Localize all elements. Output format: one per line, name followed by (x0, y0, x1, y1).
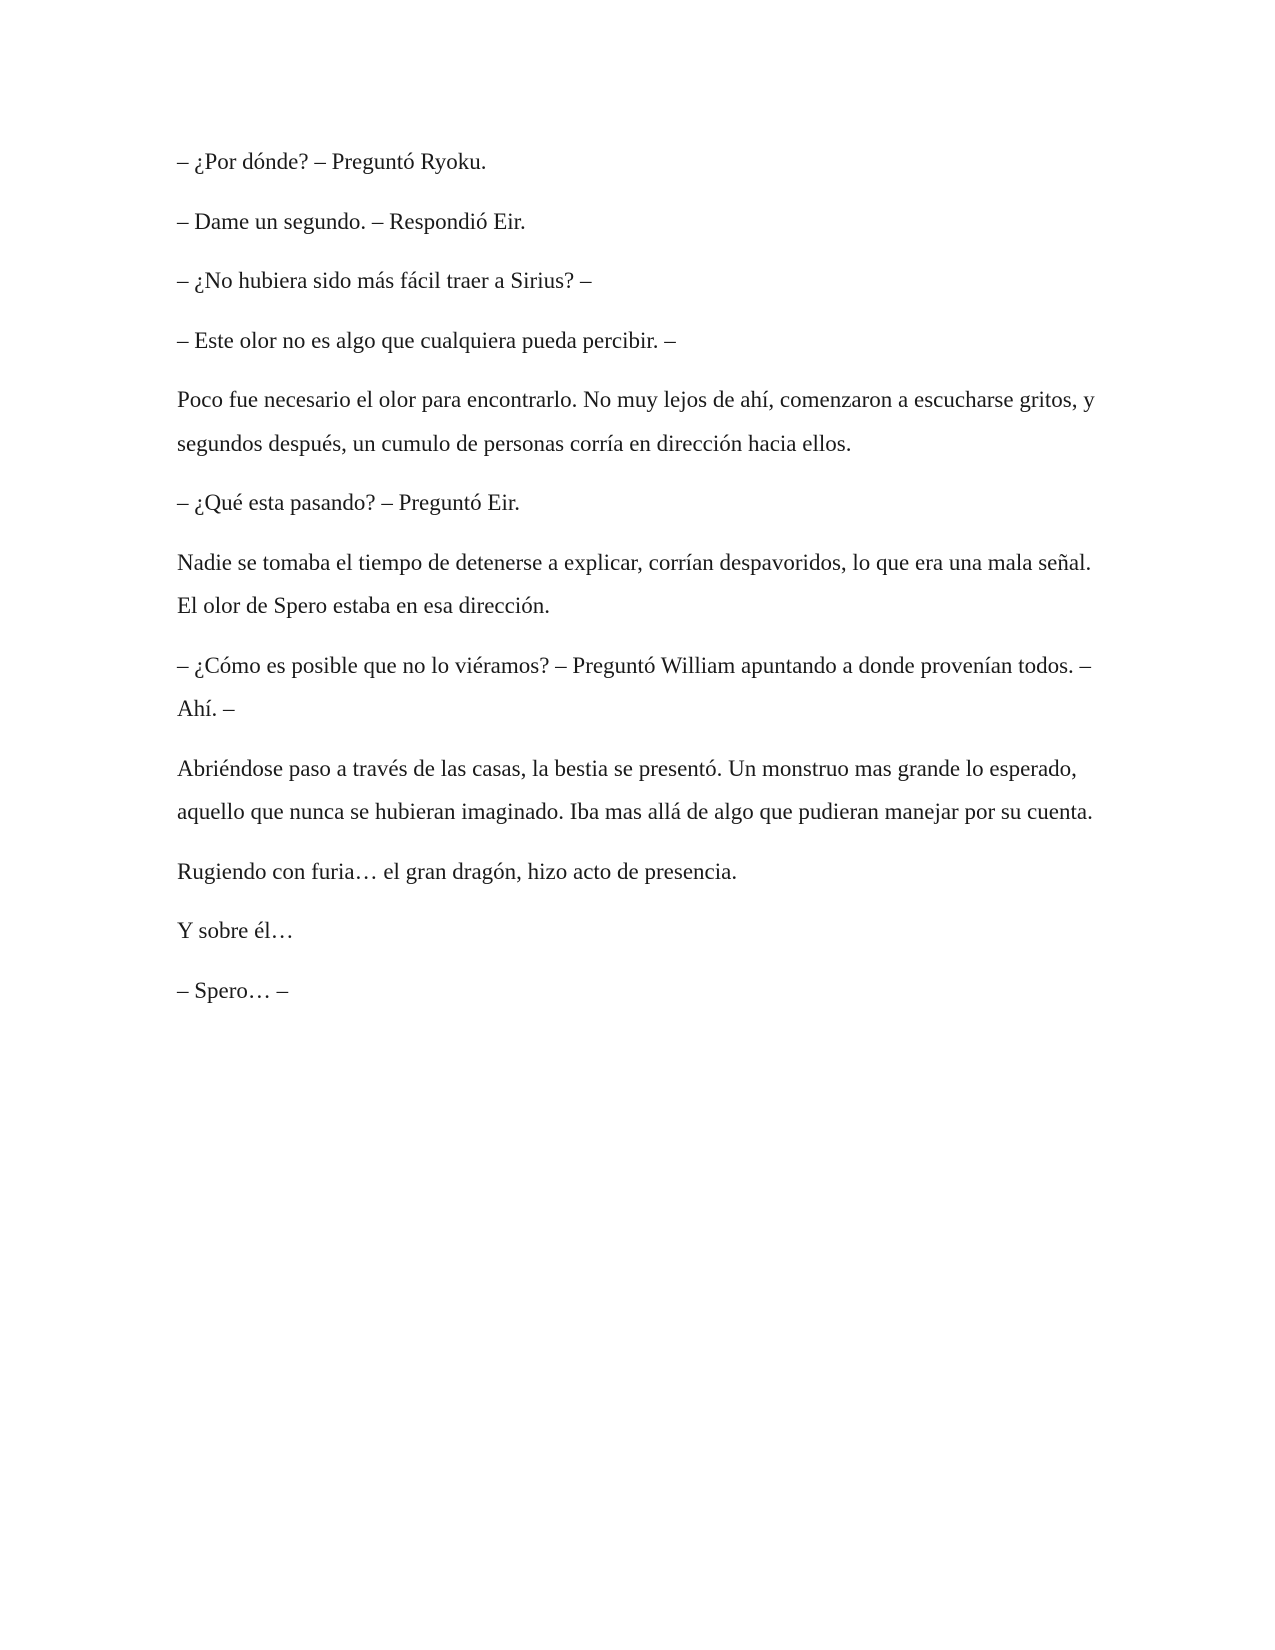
paragraph-dialogue-eir-question: – ¿Qué esta pasando? – Preguntó Eir. (177, 490, 520, 515)
paragraph-narration-above: Y sobre él… (177, 918, 294, 943)
paragraph-dialogue-spero: – Spero… – (177, 977, 289, 1003)
paragraph-dialogue-smell: – Este olor no es algo que cualquiera pueda percibir. – (177, 327, 676, 353)
paragraph-narration-screams: Poco fue necesario el olor para encontrarlo. No muy lejos de ahí, comenzaron a escucharse gritos, y segundos después, un cumulo de personas corría en dirección hacia ellos. (177, 387, 1095, 456)
paragraph-dialogue-sirius: – ¿No hubiera sido más fácil traer a Sirius? – (177, 268, 592, 293)
paragraph-dialogue-william: – ¿Cómo es posible que no lo viéramos? – Preguntó William apuntando a donde provenían todos. – Ahí. – (177, 652, 1092, 721)
paragraph-narration-fleeing: Nadie se tomaba el tiempo de detenerse a explicar, corrían despavoridos, lo que era una mala señal. El olor de Spero estaba en esa dirección. (177, 549, 1092, 618)
paragraph-dialogue-ryoku: – ¿Por dónde? – Preguntó Ryoku. (177, 149, 487, 174)
paragraph-narration-beast: Abriéndose paso a través de las casas, la bestia se presentó. Un monstruo mas grande lo esperado, aquello que nunca se hubieran imaginado. Iba mas allá de algo que pudieran manejar por su cuenta. (177, 755, 1093, 824)
paragraph-narration-dragon: Rugiendo con furia… el gran dragón, hizo acto de presencia. (177, 858, 738, 884)
paragraph-dialogue-eir-response: – Dame un segundo. – Respondió Eir. (177, 208, 526, 234)
document-body (177, 140, 1097, 1028)
